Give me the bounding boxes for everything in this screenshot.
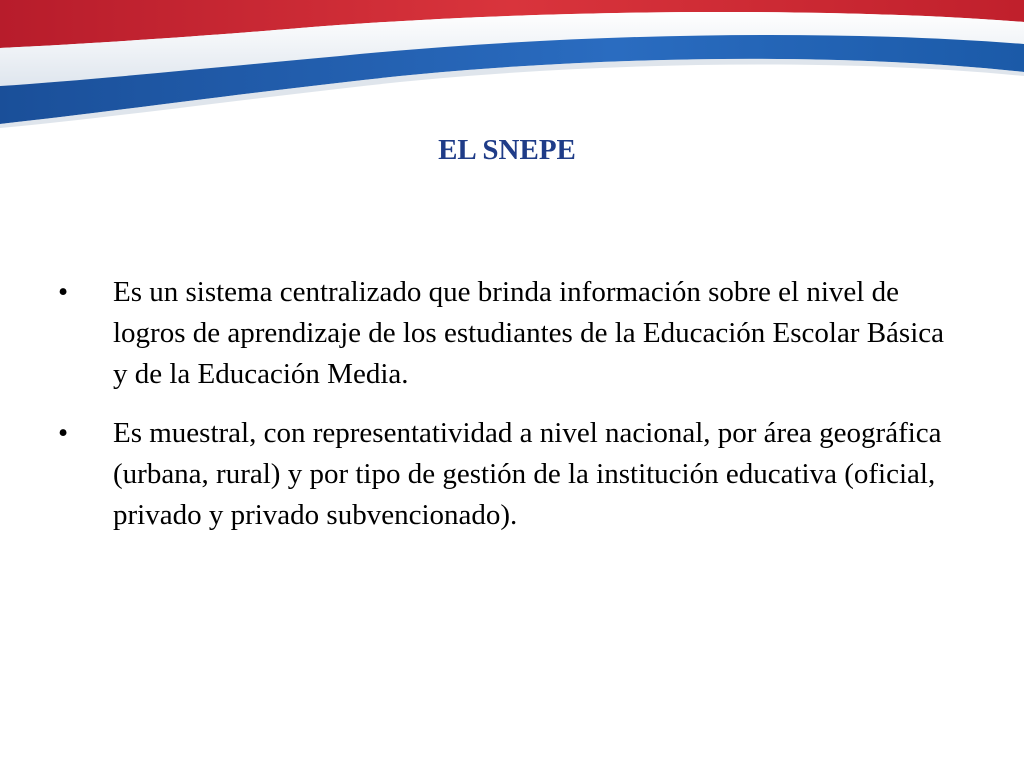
- bullet-list: [58, 272, 958, 554]
- bullet-item-1: [58, 272, 958, 395]
- bullet-marker: •: [58, 276, 69, 308]
- slide-title: EL SNEPE: [438, 134, 576, 166]
- bullet-marker: •: [58, 417, 69, 449]
- flag-banner: [0, 0, 1024, 130]
- bullet-text: Es muestral, con representatividad a nivel nacional, por área geográfica (urbana, rural) y por tipo de gestión de la institución educativa (oficial, privado y privado subvencionado).: [113, 417, 942, 531]
- bullet-item-2: [58, 413, 958, 536]
- bullet-text: Es un sistema centralizado que brinda información sobre el nivel de logros de aprendizaje de los estudiantes de la Educación Escolar Básica y de la Educación Media.: [113, 276, 945, 390]
